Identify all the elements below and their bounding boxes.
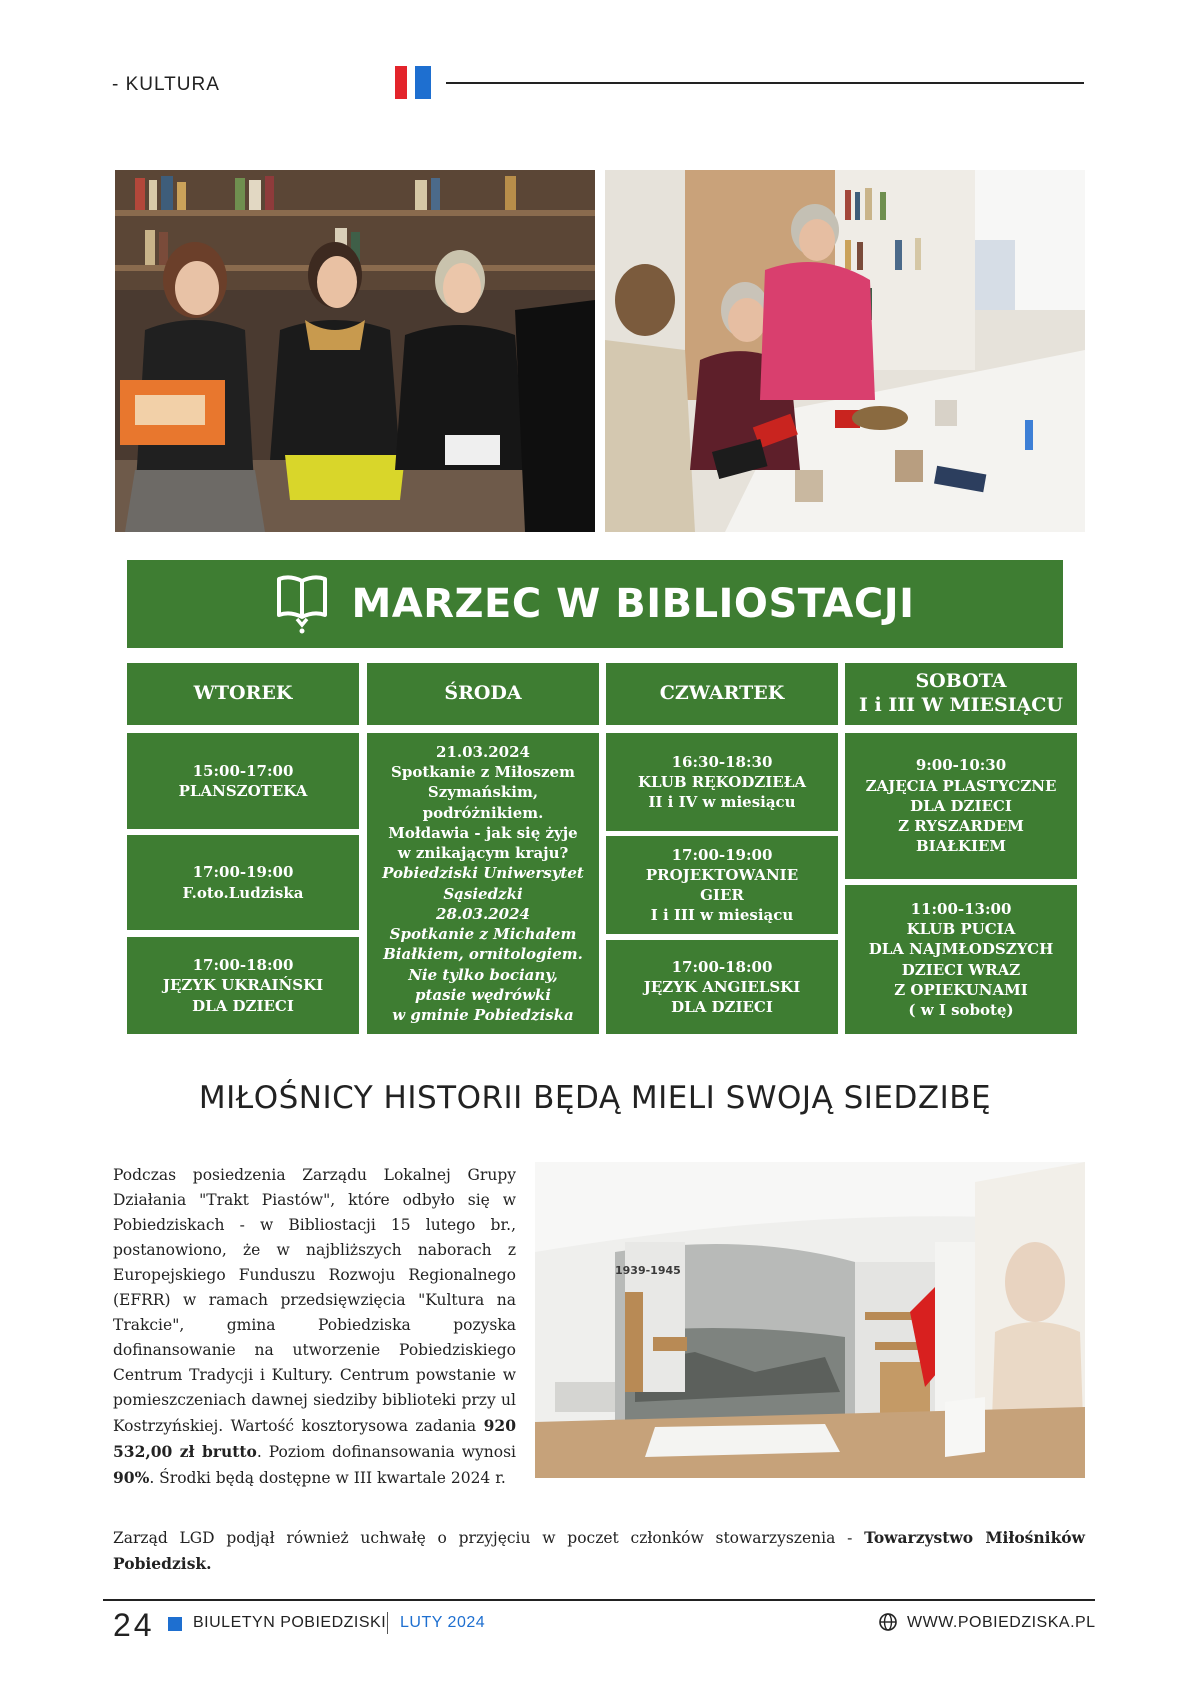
banner-title: MARZEC W BIBLIOSTACJI [351, 581, 915, 627]
schedule-line: 17:00-19:00 [671, 845, 773, 864]
schedule-line: GIER [700, 886, 744, 904]
society-name: Towarzystwo Miłośników Pobiedzisk. [113, 1528, 1085, 1573]
schedule-line: ptasie wędrówki [415, 985, 551, 1004]
thursday-event [606, 836, 838, 934]
schedule-line: 17:00-18:00 [671, 957, 773, 976]
schedule-line: Białkiem, ornitologiem. [383, 945, 583, 964]
schedule-line: I i III W MIESIĄCU [858, 694, 1063, 716]
schedule-line: ZAJĘCIA PLASTYCZNE [865, 776, 1057, 795]
schedule-line: 9:00-10:30 [915, 756, 1007, 775]
schedule-line: JĘZYK UKRAIŃSKI [162, 976, 324, 995]
schedule-line: BIAŁKIEM [915, 837, 1007, 856]
thursday-event [606, 940, 838, 1034]
footer-square-marker [168, 1617, 182, 1631]
schedule-line: DLA DZIECI [671, 998, 773, 1017]
schedule-line: 16:30-18:30 [671, 752, 773, 771]
museum-sign-text: 1939-1945 [615, 1264, 681, 1277]
footer-separator [387, 1612, 388, 1634]
schedule-line: F.oto.Ludziska [182, 883, 304, 902]
photo-museum-visualization [535, 1162, 1085, 1478]
book-icon [275, 573, 329, 635]
wednesday-events [367, 733, 599, 1034]
schedule-line: PROJEKTOWANIE [645, 865, 799, 884]
schedule-line: 15:00-17:00 [192, 761, 294, 780]
schedule-line: II i IV w miesiącu [648, 793, 796, 812]
photo-reading-event [115, 170, 595, 532]
schedule-line: w gminie Pobiedziska [392, 1006, 574, 1024]
day-header-tuesday [127, 663, 359, 725]
schedule-line: ŚRODA [444, 682, 522, 705]
schedule-line: KLUB RĘKODZIEŁA [637, 772, 807, 791]
saturday-event [845, 733, 1077, 879]
schedule-line: Szymańskim, podróżnikiem. [422, 783, 544, 822]
project-value: 920 532,00 zł brutto [113, 1416, 516, 1461]
issue-date: LUTY 2024 [400, 1614, 486, 1631]
schedule-line: PLANSZOTEKA [178, 782, 308, 800]
schedule-line: SOBOTA [915, 670, 1007, 693]
schedule-line: DLA DZIECI [192, 996, 294, 1015]
tuesday-event [127, 733, 359, 829]
article-title: MIŁOŚNICY HISTORII BĘDĄ MIELI SWOJĄ SIEDZIBĘ [198, 1080, 992, 1116]
schedule-line: w znikającym kraju? [397, 844, 569, 862]
article-body-continued: Zarząd LGD podjął również uchwałę o przyjęciu w poczet członków stowarzyszenia - Towarzystwo Miłośników Pobiedzisk. [113, 1528, 1085, 1573]
schedule-line: Sąsiedzki [443, 884, 523, 903]
schedule-line: CZWARTEK [659, 682, 785, 705]
day-header-thursday [606, 663, 838, 725]
schedule-line: KLUB PUCIA [906, 920, 1016, 938]
day-header-wednesday [367, 663, 599, 725]
schedule-line: Spotkanie z Michałem [389, 925, 577, 943]
schedule-line: Spotkanie z Miłoszem [391, 763, 575, 781]
photo-crafts-club [605, 170, 1085, 532]
schedule-line: Z RYSZARDEM [898, 817, 1024, 836]
schedule-line: DZIECI WRAZ [901, 960, 1021, 979]
schedule-line: 21.03.2024 [436, 742, 530, 761]
schedule-line: 11:00-13:00 [910, 899, 1012, 918]
page-number: 24 [113, 1607, 155, 1643]
tuesday-event [127, 937, 359, 1034]
flag-logo [395, 66, 431, 99]
publication-name: BIULETYN POBIEDZISKI [193, 1614, 387, 1631]
schedule-line: ( w I sobotę) [908, 1001, 1014, 1019]
schedule-line: Nie tylko bociany, [408, 965, 558, 984]
schedule-banner [127, 560, 1063, 648]
thursday-event [606, 733, 838, 831]
schedule-line: Pobiedziski Uniwersytet [382, 864, 584, 883]
website-link[interactable]: WWW.POBIEDZISKA.PL [907, 1614, 1096, 1631]
schedule-line: I i III w miesiącu [650, 906, 794, 925]
day-header-saturday [845, 663, 1077, 725]
section-label: - KULTURA [112, 74, 220, 95]
saturday-event [845, 885, 1077, 1034]
funding-level: 90% [113, 1468, 150, 1487]
schedule-line: JĘZYK ANGIELSKI [643, 977, 801, 996]
schedule-line: Mołdawia - jak się żyje [388, 823, 578, 842]
schedule-line: 17:00-18:00 [192, 956, 294, 975]
globe-icon [878, 1612, 898, 1632]
tuesday-event [127, 835, 359, 930]
article-body: Podczas posiedzenia Zarządu Lokalnej Grupy Działania "Trakt Piastów", które odbyło się w Pobiedziskach - w Bibliostacji 15 lutego br., postanowiono, że w najbliższych naborach z Europejskiego Funduszu Rozwoju Regionalnego (EFRR) w ramach przedsięwzięcia "Kultura na Trakcie", gmina Pobiedziska pozyska dofinansowanie na utworzenie Pobiedziskiego Centrum Tradycji i Kultury. Centrum powstanie w pomieszczeniach dawnej siedziby biblioteki przy ul Kostrzyńskiej. Wartość kosztorysowa zadania 920 532,00 zł brutto. Poziom dofinansowania wynosi 90%. Środki będą dostępne w III kwartale 2024 r. [113, 1166, 516, 1487]
schedule-line: 28.03.2024 [436, 904, 530, 923]
footer-rule [103, 1599, 1095, 1601]
schedule-line: DLA NAJMŁODSZYCH [868, 940, 1054, 959]
header-rule [446, 82, 1084, 84]
schedule-line: DLA DZIECI [910, 796, 1012, 815]
schedule-line: WTOREK [193, 682, 293, 705]
schedule-line: 17:00-19:00 [192, 863, 294, 882]
schedule-line: Z OPIEKUNAMI [894, 980, 1028, 999]
